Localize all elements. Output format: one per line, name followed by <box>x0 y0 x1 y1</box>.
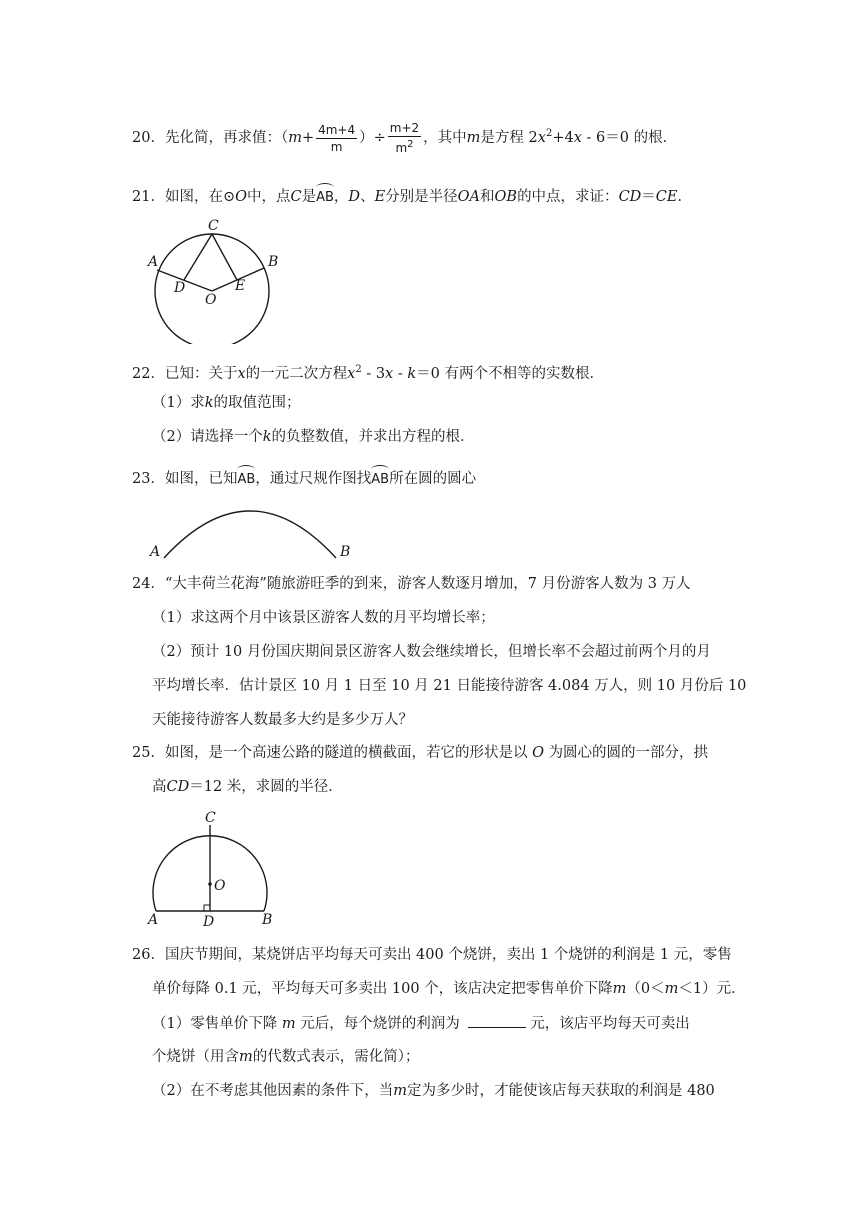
label-c: C <box>205 810 216 826</box>
question-24-part-1: （1）求这两个月中该景区游客人数的月平均增长率； <box>152 610 495 626</box>
question-21: 21．如图，在⊙O中，点C是AB，D、E分别是半径OA和OB的中点，求证：CD＝CE． <box>132 186 692 208</box>
question-22-part-1: （1）求k的取值范围； <box>152 395 301 411</box>
question-24: 24．“大丰荷兰花海”随旅游旺季的到来，游客人数逐月增加，7 月份游客人数为 3 万人 <box>132 576 691 592</box>
label-b: B <box>268 254 279 270</box>
right-angle-mark <box>204 905 210 911</box>
question-24-part-2: （2）预计 10 月份国庆期间景区游客人数会继续增长，但增长率不会超过前两个月的月 <box>152 644 711 660</box>
label-o: O <box>205 292 217 308</box>
label-a: A <box>150 544 161 560</box>
label-b: B <box>340 544 351 560</box>
segment-ce <box>212 234 237 280</box>
question-25: 25．如图，是一个高速公路的隧道的横截面，若它的形状是以 O 为圆心的圆的一部分，拱 <box>132 745 709 761</box>
question-22-part-2: （2）请选择一个k的负整数值，并求出方程的根． <box>152 429 475 445</box>
label-d: D <box>203 914 215 930</box>
question-25-line-2: 高CD＝12 米，求圆的半径． <box>152 779 343 795</box>
label-e: E <box>235 278 246 294</box>
center-dot <box>208 882 212 886</box>
question-26-part-2: （2）在不考虑其他因素的条件下，当m定为多少时，才能使该店每天获取的利润是 480 <box>152 1083 715 1099</box>
tunnel-figure-25 <box>140 808 290 930</box>
question-26-part-1-line-2: 个烧饼（用含m的代数式表示，需化简）； <box>152 1049 420 1065</box>
label-o: O <box>214 878 226 894</box>
arc-ab-label: AB <box>237 468 255 490</box>
question-24-part-2-line-3: 天能接待游客人数最多大约是多少万人？ <box>152 712 413 728</box>
question-26: 26．国庆节期间，某烧饼店平均每天可卖出 400 个烧饼，卖出 1 个烧饼的利润是 1 元，零售 <box>132 947 732 963</box>
answer-blank[interactable] <box>468 1013 526 1028</box>
label-d: D <box>174 280 186 296</box>
segment-cd <box>184 234 212 280</box>
fraction-1: $\frac{4m+4}{m}$ <box>318 122 356 154</box>
label-b: B <box>262 912 273 928</box>
circle-o <box>155 234 269 344</box>
question-26-line-2: 单价每降 0.1 元，平均每天可多卖出 100 个，该店决定把零售单价下降m（0＜m＜1）元． <box>152 981 746 997</box>
label-a: A <box>148 254 159 270</box>
label-a: A <box>148 912 159 928</box>
arc-ab-label: AB <box>316 186 334 208</box>
question-24-part-2-line-2: 平均增长率．估计景区 10 月 1 日至 10 月 21 日能接待游客 4.084 万人，则 10 月份后 10 <box>152 678 747 694</box>
arc-figure-23 <box>140 500 370 562</box>
arc-ab-label-2: AB <box>371 468 389 490</box>
question-20: 20．先化简，再求值：（m+ $\frac{4m+4}{m}$ ）÷ $\frac{m+2}{m^2}$ ，其中m是方程 $2x^2+4x - 6=0$ 的根． <box>132 121 678 155</box>
fraction-2: $\frac{m+2}{m^2}$ <box>389 121 420 155</box>
question-26-part-1: （1）零售单价下降 m 元后，每个烧饼的利润为 元，该店平均每天可卖出 <box>152 1013 690 1034</box>
arc-ab <box>164 511 336 558</box>
label-c: C <box>208 218 219 234</box>
question-23: 23．如图，已知AB，通过尺规作图找AB所在圆的圆心 <box>132 468 476 490</box>
question-22: 22．已知：关于x的一元二次方程$x^2 - 3x - k=0$ 有两个不相等的实数根． <box>132 364 604 382</box>
circle-figure-21 <box>140 214 290 344</box>
